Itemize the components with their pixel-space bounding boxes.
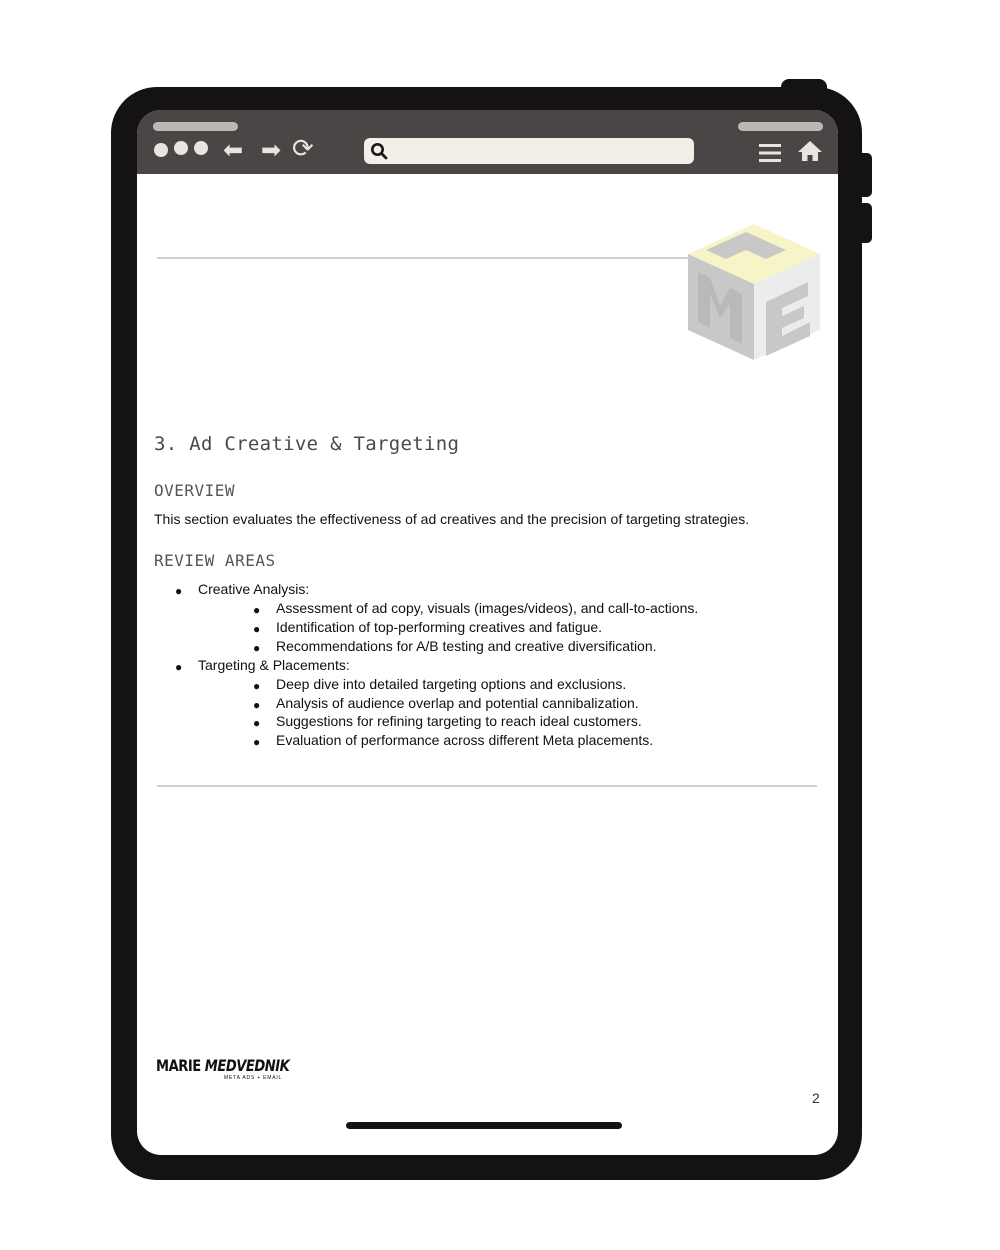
window-dot-icon[interactable] bbox=[174, 141, 188, 155]
overview-label: OVERVIEW bbox=[154, 481, 236, 500]
review-group-title: Targeting & Placements: bbox=[198, 657, 350, 673]
mm-cube-logo bbox=[686, 222, 822, 362]
bullet: ● bbox=[175, 660, 183, 674]
tablet-screen bbox=[137, 110, 838, 1155]
page-number: 2 bbox=[812, 1090, 820, 1106]
toolbar-tab-pill-right bbox=[738, 122, 823, 131]
window-dot-icon[interactable] bbox=[154, 143, 168, 157]
review-areas-label: REVIEW AREAS bbox=[154, 551, 276, 570]
list-item: Recommendations for A/B testing and creative diversification. bbox=[276, 638, 657, 654]
home-indicator-bar[interactable] bbox=[346, 1122, 622, 1129]
brand-name bbox=[156, 1056, 289, 1075]
window-dot-icon[interactable] bbox=[194, 141, 208, 155]
overview-text: This section evaluates the effectiveness of ad creatives and the precision of targeting strategies. bbox=[154, 511, 750, 527]
brand-first-name: MARIE bbox=[156, 1056, 201, 1075]
brand-last-name: MEDVEDNIK bbox=[204, 1056, 290, 1075]
section-heading: 3. Ad Creative & Targeting bbox=[154, 433, 460, 455]
search-input[interactable] bbox=[364, 138, 694, 164]
brand-tagline: META ADS + EMAIL bbox=[224, 1075, 283, 1081]
bullet: ● bbox=[253, 716, 261, 730]
bullet: ● bbox=[253, 641, 261, 655]
hamburger-menu-icon[interactable] bbox=[758, 142, 782, 164]
toolbar-tab-pill-left bbox=[153, 122, 238, 131]
bullet: ● bbox=[253, 698, 261, 712]
bullet: ● bbox=[253, 603, 261, 617]
bottom-divider bbox=[157, 785, 817, 787]
list-item: Assessment of ad copy, visuals (images/videos), and call-to-actions. bbox=[276, 600, 699, 616]
list-item: Evaluation of performance across different Meta placements. bbox=[276, 732, 654, 748]
home-icon[interactable] bbox=[797, 140, 823, 162]
back-arrow-icon[interactable]: ⬅ bbox=[223, 136, 244, 164]
list-item: Deep dive into detailed targeting options and exclusions. bbox=[276, 676, 627, 692]
list-item: Identification of top-performing creatives and fatigue. bbox=[276, 619, 603, 635]
bullet: ● bbox=[253, 622, 261, 636]
bullet: ● bbox=[175, 584, 183, 598]
browser-toolbar bbox=[137, 110, 838, 174]
list-item: Suggestions for refining targeting to reach ideal customers. bbox=[276, 713, 642, 729]
search-icon bbox=[370, 142, 388, 160]
bullet: ● bbox=[253, 679, 261, 693]
list-item: Analysis of audience overlap and potential cannibalization. bbox=[276, 695, 639, 711]
reload-icon[interactable]: ⟳ bbox=[292, 134, 314, 164]
brand-logo bbox=[156, 1056, 319, 1081]
review-group-title: Creative Analysis: bbox=[198, 581, 310, 597]
forward-arrow-icon[interactable]: ➡ bbox=[261, 136, 282, 164]
bullet: ● bbox=[253, 735, 261, 749]
